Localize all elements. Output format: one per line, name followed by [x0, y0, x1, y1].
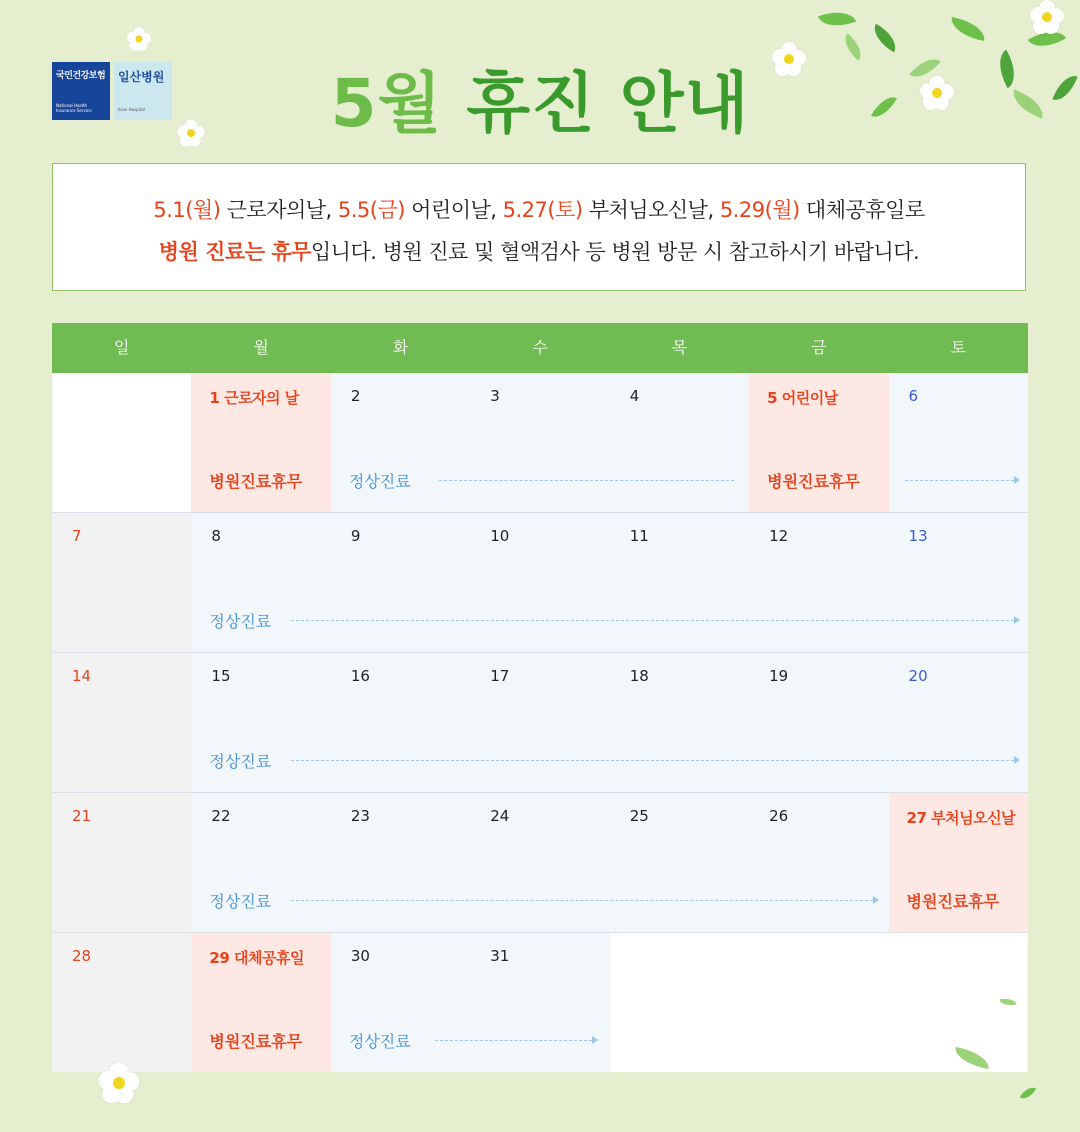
calendar-day-cell	[191, 653, 330, 792]
calendar-day-cell	[331, 793, 470, 932]
notice-text: 부처님오신날,	[582, 198, 720, 222]
arrow-right-icon	[873, 896, 879, 904]
day-number: 8	[211, 527, 221, 545]
notice-text: 어린이날,	[404, 198, 503, 222]
day-number: 11	[629, 527, 649, 545]
calendar-day-cell	[331, 933, 470, 1072]
weekday-header: 수	[532, 338, 548, 357]
calendar-day-cell	[749, 653, 888, 792]
weekday-header: 화	[392, 338, 409, 357]
day-number: 13	[908, 527, 928, 545]
arrow-right-icon	[1014, 616, 1020, 624]
continuation-line	[291, 620, 1014, 621]
day-number: 3	[490, 387, 500, 405]
calendar-day-cell	[889, 793, 1028, 932]
notice-line-2	[53, 236, 1025, 266]
page-title	[0, 50, 1080, 145]
calendar-day-cell	[610, 513, 749, 652]
continuation-line	[291, 760, 1014, 761]
notice-highlight: 5.27(토)	[502, 198, 583, 222]
calendar-header	[52, 323, 1028, 373]
weekday-header: 월	[253, 338, 269, 357]
calendar-day-cell	[331, 653, 470, 792]
weekday-header: 일	[113, 338, 130, 357]
calendar-day-cell	[749, 793, 888, 932]
arrow-right-icon	[1014, 476, 1020, 484]
hospital-english: Ilsan Hospital	[118, 107, 145, 112]
notice-line-1	[53, 194, 1025, 224]
day-number: 31	[490, 947, 510, 965]
calendar-day-cell	[889, 653, 1028, 792]
weekday-header: 목	[671, 338, 688, 357]
calendar-day-cell	[610, 793, 749, 932]
closed-status: 병원진료휴무	[767, 472, 860, 491]
continuation-line	[291, 900, 872, 901]
weekday-header: 금	[811, 338, 827, 357]
hospital-name: 일산병원	[118, 70, 165, 84]
calendar	[52, 323, 1028, 1072]
day-number: 12	[769, 527, 789, 545]
calendar-body	[52, 373, 1028, 1072]
calendar-day-cell	[52, 793, 191, 932]
calendar-week-row	[52, 653, 1028, 793]
calendar-day-cell	[470, 513, 609, 652]
calendar-day-cell	[889, 513, 1028, 652]
arrow-right-icon	[592, 1036, 598, 1044]
calendar-day-cell	[52, 933, 191, 1072]
calendar-day-cell	[52, 653, 191, 792]
calendar-day-cell	[610, 653, 749, 792]
continuation-line	[435, 1040, 592, 1041]
day-number: 26	[769, 807, 789, 825]
calendar-week-row	[52, 793, 1028, 933]
day-number: 18	[629, 667, 649, 685]
org-english: National Health Insurance Service	[56, 103, 92, 113]
day-number: 29 대체공휴일	[209, 949, 304, 967]
notice-box	[52, 163, 1026, 291]
day-number: 4	[629, 387, 640, 405]
day-number: 16	[350, 667, 370, 685]
weekday-header: 토	[950, 338, 966, 357]
calendar-day-cell	[470, 793, 609, 932]
calendar-day-cell	[470, 933, 609, 1072]
title-month: 5월	[330, 65, 443, 142]
notice-highlight: 5.29(월)	[719, 198, 800, 222]
closed-status: 병원진료휴무	[209, 1032, 303, 1051]
day-number: 25	[629, 807, 649, 825]
calendar-day-cell	[52, 373, 191, 512]
continuation-line	[439, 480, 734, 481]
calendar-week-row	[52, 933, 1028, 1072]
calendar-week-row	[52, 513, 1028, 653]
closed-status: 병원진료휴무	[906, 892, 1000, 911]
calendar-day-cell	[191, 793, 330, 932]
day-number: 9	[350, 527, 361, 545]
day-number: 30	[350, 947, 370, 965]
day-number: 21	[72, 807, 92, 825]
calendar-day-cell	[610, 373, 749, 512]
open-status: 정상진료	[209, 752, 272, 771]
calendar-day-cell	[749, 373, 888, 512]
open-status: 정상진료	[209, 892, 272, 911]
day-number: 14	[72, 667, 92, 685]
day-number: 28	[72, 947, 92, 965]
open-status: 정상진료	[348, 472, 411, 491]
notice-text: 입니다. 병원 진료 및 혈액검사 등 병원 방문 시 참고하시기 바랍니다.	[310, 240, 920, 264]
day-number: 5 어린이날	[767, 389, 838, 407]
day-number: 27 부처님오신날	[906, 809, 1016, 827]
day-number: 22	[211, 807, 231, 825]
calendar-day-cell	[191, 933, 330, 1072]
leaf-decoration	[950, 1040, 1080, 1130]
day-number: 1 근로자의 날	[209, 389, 299, 407]
day-number: 10	[490, 527, 510, 545]
day-number: 20	[908, 667, 928, 685]
arrow-right-icon	[1014, 756, 1020, 764]
calendar-day-cell	[52, 513, 191, 652]
org-name: 국민건강보험	[56, 71, 106, 81]
notice-highlight: 5.5(금)	[337, 198, 405, 222]
day-number: 15	[211, 667, 231, 685]
open-status: 정상진료	[209, 612, 272, 631]
day-number: 24	[490, 807, 510, 825]
continuation-line	[905, 480, 1014, 481]
calendar-day-cell	[470, 373, 609, 512]
notice-highlight: 5.1(월)	[153, 198, 221, 222]
notice-text: 대체공휴일로	[799, 198, 925, 222]
calendar-day-cell	[470, 653, 609, 792]
calendar-day-cell	[331, 373, 470, 512]
flower-decoration	[127, 27, 151, 51]
calendar-day-cell	[191, 373, 330, 512]
calendar-day-cell	[749, 513, 888, 652]
notice-highlight: 병원 진료는 휴무	[158, 240, 311, 264]
calendar-day-cell	[191, 513, 330, 652]
open-status: 정상진료	[348, 1032, 411, 1051]
day-number: 7	[72, 527, 82, 545]
notice-text: 근로자의날,	[220, 198, 338, 222]
day-number: 23	[350, 807, 370, 825]
flower-decoration	[99, 1063, 140, 1104]
calendar-day-cell	[889, 373, 1028, 512]
day-number: 17	[490, 667, 510, 685]
calendar-day-cell	[749, 933, 888, 1072]
calendar-day-cell	[331, 513, 470, 652]
flower-decoration	[1030, 0, 1064, 34]
title-text: 휴진 안내	[466, 65, 750, 142]
calendar-day-cell	[610, 933, 749, 1072]
day-number: 6	[908, 387, 919, 405]
closed-status: 병원진료휴무	[209, 472, 303, 491]
calendar-week-row	[52, 373, 1028, 513]
day-number: 19	[769, 667, 789, 685]
day-number: 2	[350, 387, 361, 405]
